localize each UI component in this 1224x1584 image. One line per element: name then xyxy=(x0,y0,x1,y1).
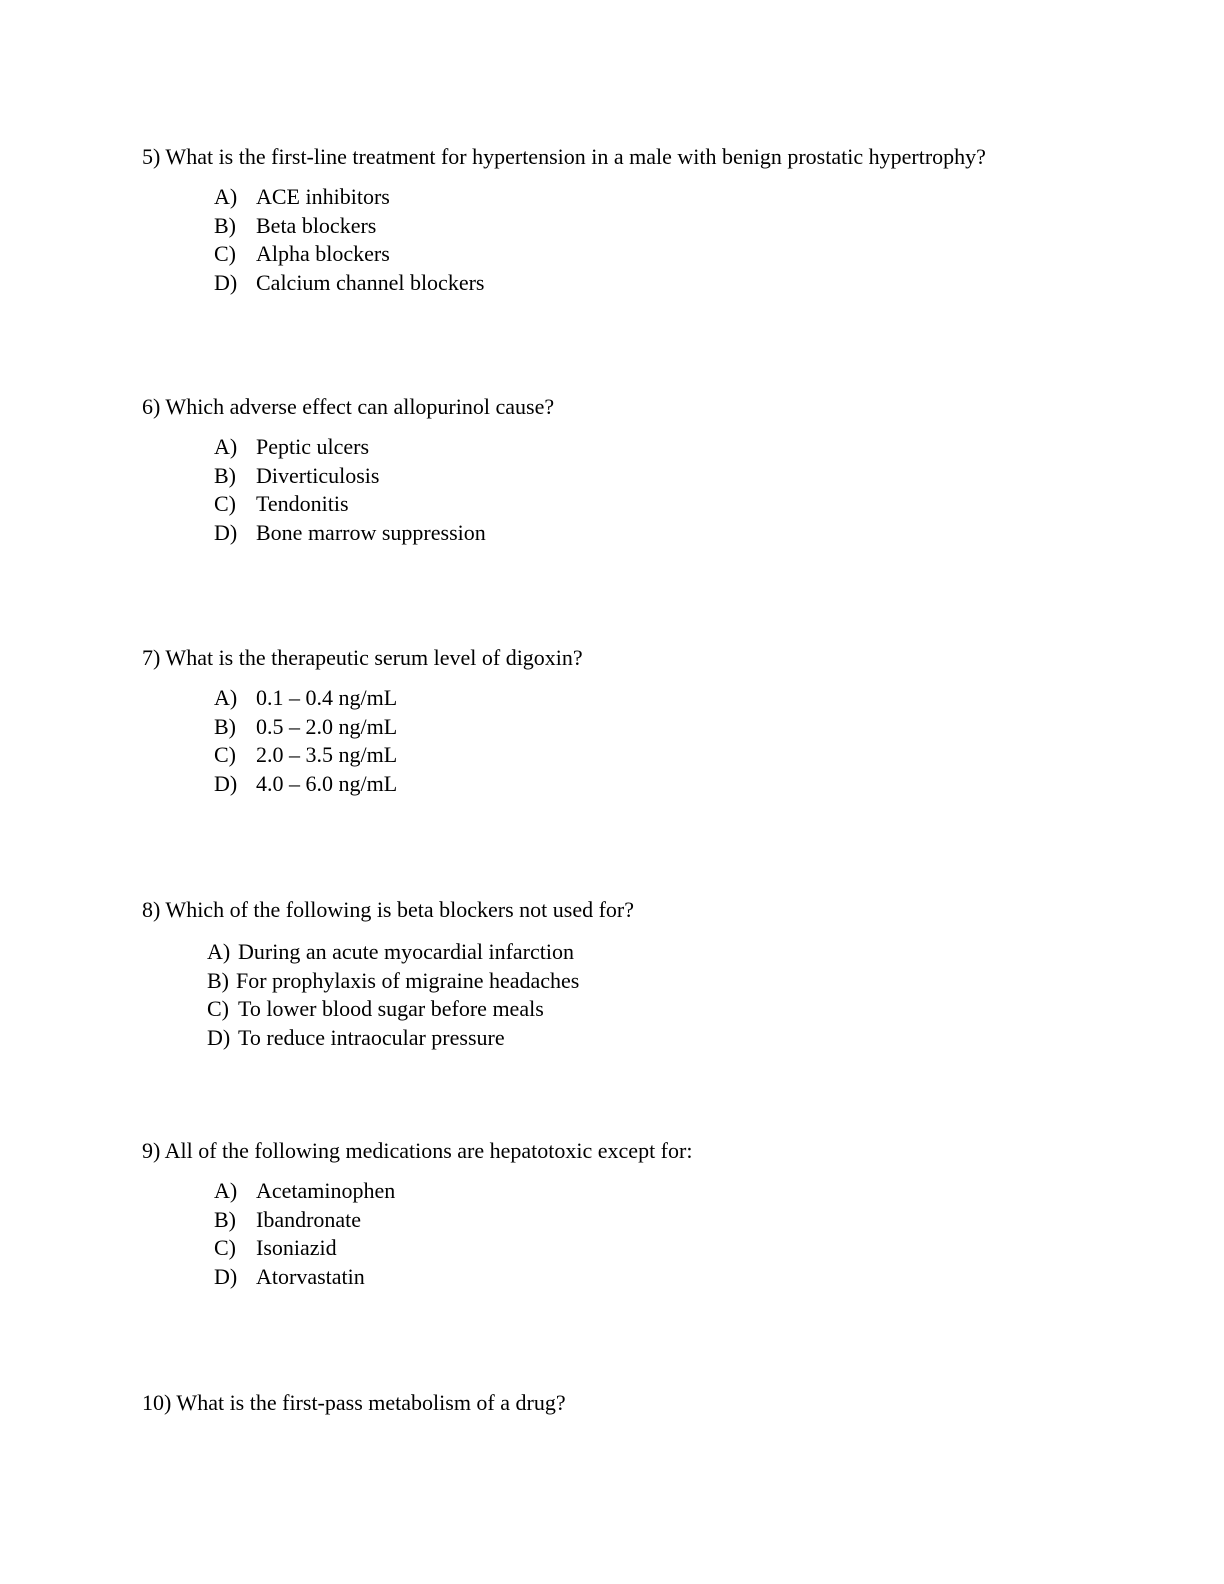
option-text: To lower blood sugar before meals xyxy=(238,996,544,1021)
answer-option xyxy=(142,212,1142,241)
option-text: Acetaminophen xyxy=(256,1178,396,1203)
option-text: 0.5 – 2.0 ng/mL xyxy=(256,713,398,739)
answer-option xyxy=(142,269,1142,298)
question-5 xyxy=(142,143,1142,297)
option-text: To reduce intraocular pressure xyxy=(238,1024,505,1050)
answer-option xyxy=(142,240,1142,269)
question-text: 8) Which of the following is beta blockers not used for? xyxy=(142,897,635,922)
answer-option xyxy=(142,1177,1142,1206)
option-letter: A) xyxy=(214,685,238,710)
option-text: During an acute myocardial infarction xyxy=(238,939,574,964)
option-text: Tendonitis xyxy=(256,491,349,516)
answer-option xyxy=(142,183,1142,212)
option-text: Bone marrow suppression xyxy=(256,519,486,545)
option-text: Beta blockers xyxy=(256,212,377,238)
question-9 xyxy=(142,1137,1142,1291)
option-letter: C) xyxy=(214,1235,236,1260)
option-text: Isoniazid xyxy=(256,1235,337,1260)
question-text: 9) All of the following medications are hepatotoxic except for: xyxy=(142,1138,693,1163)
option-letter: C) xyxy=(214,742,236,767)
option-letter: A) xyxy=(214,1178,238,1203)
option-text: 2.0 – 3.5 ng/mL xyxy=(256,742,398,767)
question-10 xyxy=(142,1389,1142,1419)
answer-options xyxy=(142,433,1142,547)
answer-option xyxy=(142,490,1142,519)
option-text: Alpha blockers xyxy=(256,241,390,266)
option-text: Atorvastatin xyxy=(256,1263,365,1289)
answer-option xyxy=(142,1024,1142,1053)
answer-option xyxy=(142,741,1142,770)
option-letter: A) xyxy=(207,939,231,964)
question-text: 7) What is the therapeutic serum level of digoxin? xyxy=(142,645,583,670)
question-text: 6) Which adverse effect can allopurinol cause? xyxy=(142,394,555,419)
option-letter: B) xyxy=(207,967,229,993)
answer-option xyxy=(142,433,1142,462)
option-letter: B) xyxy=(214,1206,236,1232)
option-text: Diverticulosis xyxy=(256,462,380,488)
question-7 xyxy=(142,644,1142,798)
option-letter: C) xyxy=(207,996,229,1021)
option-text: For prophylaxis of migraine headaches xyxy=(236,967,580,993)
answer-option xyxy=(142,713,1142,742)
option-letter: B) xyxy=(214,713,236,739)
option-text: Peptic ulcers xyxy=(256,434,370,459)
option-letter: B) xyxy=(214,462,236,488)
answer-options xyxy=(142,684,1142,798)
answer-option xyxy=(142,770,1142,799)
answer-option xyxy=(142,1234,1142,1263)
option-text: ACE inhibitors xyxy=(256,184,390,209)
option-text: 4.0 – 6.0 ng/mL xyxy=(256,770,398,796)
question-6 xyxy=(142,393,1142,547)
answer-option xyxy=(142,1206,1142,1235)
answer-options xyxy=(142,183,1142,297)
option-letter: D) xyxy=(214,1263,238,1289)
answer-option xyxy=(142,938,1142,967)
option-letter: C) xyxy=(214,241,236,266)
question-8 xyxy=(142,896,1142,1052)
option-text: Calcium channel blockers xyxy=(256,269,485,295)
answer-options xyxy=(142,1177,1142,1291)
answer-option xyxy=(142,519,1142,548)
question-text: 10) What is the first-pass metabolism of a drug? xyxy=(142,1390,566,1415)
option-letter: C) xyxy=(214,491,236,516)
answer-options xyxy=(142,938,1142,1052)
option-text: 0.1 – 0.4 ng/mL xyxy=(256,685,398,710)
answer-option xyxy=(142,995,1142,1024)
option-letter: D) xyxy=(214,770,238,796)
option-letter: B) xyxy=(214,212,236,238)
answer-option xyxy=(142,967,1142,996)
question-text: 5) What is the first-line treatment for hypertension in a male with benign prostatic hypertrophy? xyxy=(142,144,986,169)
answer-option xyxy=(142,462,1142,491)
option-letter: D) xyxy=(214,519,238,545)
option-letter: A) xyxy=(214,184,238,209)
option-letter: D) xyxy=(207,1024,231,1050)
option-text: Ibandronate xyxy=(256,1206,362,1232)
answer-option xyxy=(142,684,1142,713)
option-letter: A) xyxy=(214,434,238,459)
option-letter: D) xyxy=(214,269,238,295)
answer-option xyxy=(142,1263,1142,1292)
